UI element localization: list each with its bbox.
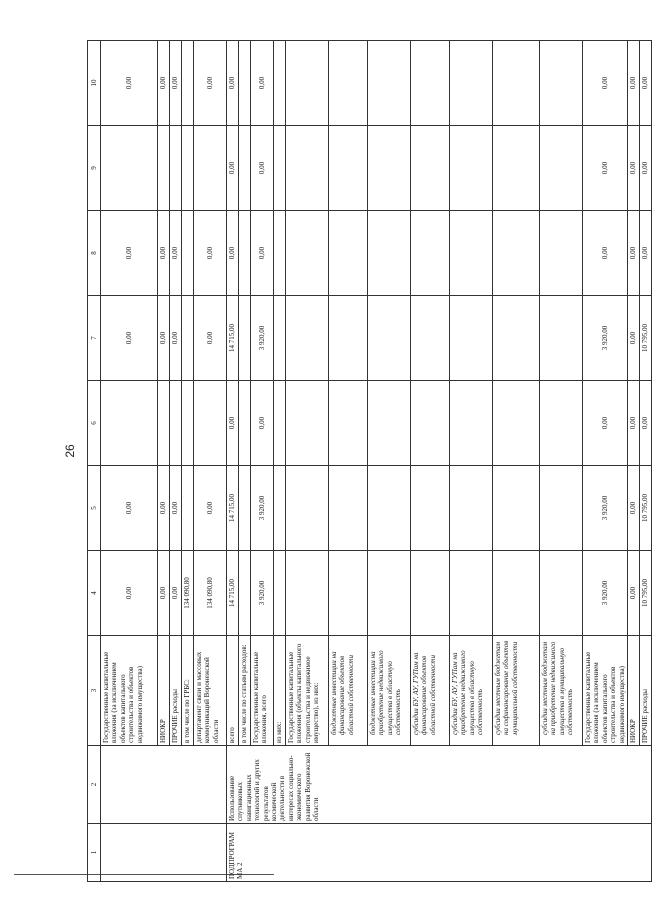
cell-value [286,296,329,381]
cell-value: 0,00 [170,41,182,126]
cell-value [182,466,194,551]
cell-value: 0,00 [583,41,628,126]
cell-value: 0,00 [251,41,274,126]
cell-value: 0,00 [628,41,640,126]
cell-value [182,211,194,296]
cell-value: 3 920,00 [251,551,274,636]
cell-value: 0,00 [170,211,182,296]
cell-value: 0,00 [640,126,652,211]
cell-value [493,126,540,211]
cell-value [329,41,368,126]
cell-value [239,296,251,381]
row-label: НИОКР [158,636,170,746]
cell-value: 10 795,00 [640,551,652,636]
cell-value [239,211,251,296]
cell-value: 0,00 [251,381,274,466]
row-label: из них: [274,636,286,746]
cell-value [182,296,194,381]
cell-value [493,211,540,296]
cell-value [540,296,583,381]
column-number: 6 [88,381,101,466]
cell-value [239,41,251,126]
cell-value [368,381,411,466]
cell-value [101,126,158,211]
cell-value: 0,00 [194,466,227,551]
cell-value [239,126,251,211]
row-label: департамент связи и массовых коммуникаций Воронежской области [194,636,227,746]
cell-value: 0,00 [227,41,239,126]
cell-value [368,126,411,211]
row-label: бюджетные инвестиции на финансирование объектов областной собственности [329,636,368,746]
cell-value [368,466,411,551]
cell-value [411,381,450,466]
column-number: 10 [88,41,101,126]
cell-value [170,381,182,466]
cell-value [101,381,158,466]
cell-value [329,296,368,381]
cell-value [274,41,286,126]
cell-value: 3 920,00 [583,551,628,636]
cell-value: 0,00 [158,211,170,296]
cell-value [450,41,493,126]
cell-value [450,296,493,381]
cell-value: 0,00 [583,211,628,296]
cell-value [286,466,329,551]
cell-value [493,41,540,126]
cell-value [194,126,227,211]
cell-value [411,211,450,296]
cell-empty [101,824,227,882]
cell-value: 0,00 [227,126,239,211]
cell-value [450,126,493,211]
cell-value: 134 090,80 [194,551,227,636]
budget-table [87,40,652,882]
cell-value [493,551,540,636]
cell-value [493,466,540,551]
cell-value: 134 090,80 [182,551,194,636]
cell-value [274,211,286,296]
column-number-row [88,41,101,882]
cell-value [274,126,286,211]
row-label: субсидии БУ, АУ, ГУПам на финансирование объектов областной собственности [411,636,450,746]
cell-value [540,381,583,466]
cell-value: 3 920,00 [583,466,628,551]
cell-value [329,381,368,466]
subprogram-code: ПОДПРОГРАММА 2 [227,824,652,882]
cell-value [368,41,411,126]
cell-value: 0,00 [227,381,239,466]
column-number: 8 [88,211,101,296]
cell-value [274,466,286,551]
cell-value [286,381,329,466]
cell-value: 0,00 [251,211,274,296]
row-label: всего [227,636,239,746]
row-label: Государственные капитальные вложения (за исключением объектов капитального строительства и объектов недвижимого имущества) [583,636,628,746]
cell-value [239,551,251,636]
column-number: 3 [88,636,101,746]
cell-value: 0,00 [158,466,170,551]
cell-value [182,381,194,466]
cell-value [274,381,286,466]
cell-value: 0,00 [170,551,182,636]
cell-value [286,41,329,126]
cell-value [170,126,182,211]
cell-value: 0,00 [158,296,170,381]
cell-value: 0,00 [158,41,170,126]
cell-value [411,296,450,381]
cell-value: 0,00 [628,211,640,296]
cell-value: 0,00 [101,296,158,381]
cell-value: 0,00 [251,126,274,211]
row-label: НИОКР [628,636,640,746]
cell-value [329,466,368,551]
cell-value [368,211,411,296]
cell-value: 0,00 [101,466,158,551]
cell-value [493,296,540,381]
row-label: субсидии местным бюджетам на софинансирование объектов муниципальной собственности [493,636,540,746]
cell-value: 0,00 [170,296,182,381]
cell-value [158,126,170,211]
cell-value [239,381,251,466]
cell-value [411,466,450,551]
cell-value: 0,00 [194,41,227,126]
cell-value [329,126,368,211]
cell-value [411,41,450,126]
cell-value [329,551,368,636]
cell-value [182,126,194,211]
cell-value [540,211,583,296]
cell-value: 10 795,00 [640,466,652,551]
cell-value [274,296,286,381]
cell-value: 0,00 [101,211,158,296]
cell-value: 0,00 [583,126,628,211]
cell-value: 0,00 [628,381,640,466]
cell-value: 0,00 [170,466,182,551]
cell-value [493,381,540,466]
row-label: в том числе по статьям расходов: [239,636,251,746]
cell-value [286,211,329,296]
cell-value [286,551,329,636]
row-label: ПРОЧИЕ расходы [640,636,652,746]
cell-value: 0,00 [194,296,227,381]
cell-value: 14 715,00 [227,551,239,636]
cell-value [450,551,493,636]
cell-value [450,466,493,551]
cell-empty [101,746,227,824]
cell-value [286,126,329,211]
cell-value: 0,00 [628,126,640,211]
cell-value [368,551,411,636]
row-label: ПРОЧИЕ расходы [170,636,182,746]
cell-value: 14 715,00 [227,296,239,381]
column-number: 4 [88,551,101,636]
cell-value [194,381,227,466]
cell-value: 0,00 [640,41,652,126]
cell-value: 0,00 [628,466,640,551]
row-label: субсидии местным бюджетам на приобретение недвижимого имущества в муниципальную собственность [540,636,583,746]
cell-value: 0,00 [101,41,158,126]
cell-value: 14 715,00 [227,466,239,551]
cell-value: 0,00 [101,551,158,636]
cell-value: 10 795,00 [640,296,652,381]
cell-value [158,381,170,466]
page-number: 26 [63,444,77,458]
table-row [101,41,158,882]
cell-value [540,41,583,126]
column-number: 1 [88,824,101,882]
cell-value [411,551,450,636]
row-label: бюджетные инвестиции на приобретение недвижимого имущества в областную собственность [368,636,411,746]
cell-value [450,381,493,466]
cell-value [540,466,583,551]
cell-value [182,41,194,126]
cell-value [368,296,411,381]
cell-value [540,126,583,211]
cell-value: 0,00 [227,211,239,296]
cell-value [274,551,286,636]
cell-value [329,211,368,296]
table-row [227,41,239,882]
column-number: 9 [88,126,101,211]
subprogram-name: Использование спутниковых навигационных технологий и других результатов космической деятельности в интересах социально-экономического развития Воронежской области [227,746,652,824]
cell-value [450,211,493,296]
rotated-table-container [87,40,650,882]
cell-value: 0,00 [628,551,640,636]
column-number: 5 [88,466,101,551]
row-label: Государственные капитальные вложения (за исключением объектов капитального строительства и объектов недвижимого имущества) [101,636,158,746]
cell-value [411,126,450,211]
cell-value: 3 920,00 [583,296,628,381]
cell-value [239,466,251,551]
cell-value [540,551,583,636]
cell-value: 0,00 [583,381,628,466]
cell-value: 0,00 [194,211,227,296]
column-number: 2 [88,746,101,824]
row-label: субсидии БУ, АУ, ГУПам на приобретение недвижимого имущества в областную собственность [450,636,493,746]
cell-value: 0,00 [628,296,640,381]
row-label: Государственные капитальные вложения, всего [251,636,274,746]
cell-value: 0,00 [640,211,652,296]
cell-value: 0,00 [640,381,652,466]
cell-value: 3 920,00 [251,296,274,381]
cell-value: 0,00 [158,551,170,636]
row-label: Государственные капитальные вложения (объекты капитального строительства и недвижимое имущество), из них: [286,636,329,746]
cell-value: 3 920,00 [251,466,274,551]
column-number: 7 [88,296,101,381]
row-label: в том числе по ГРБС: [182,636,194,746]
